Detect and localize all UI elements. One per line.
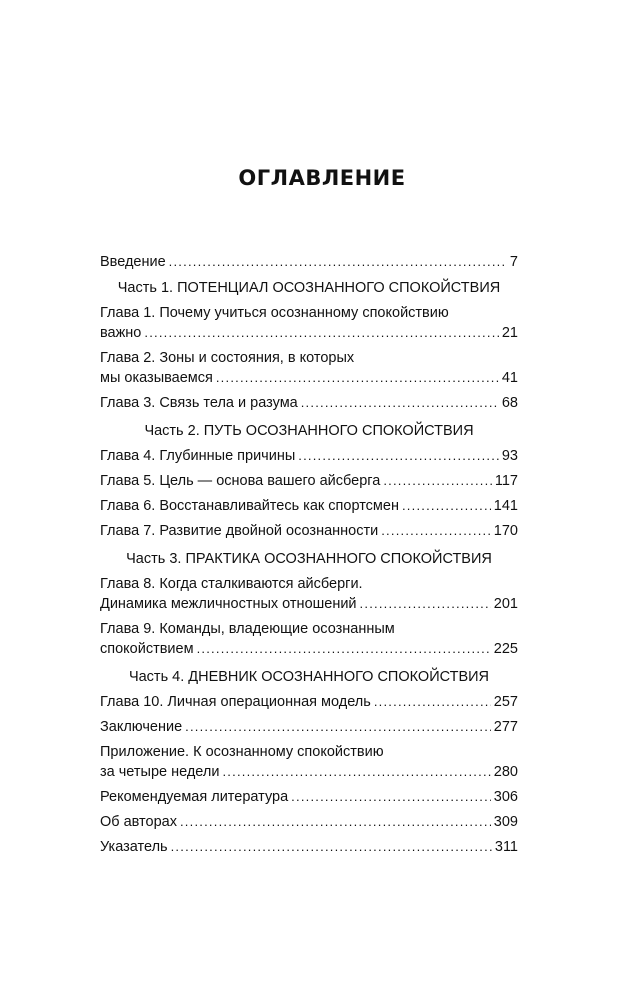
- toc-entry-chapter-1[interactable]: [100, 303, 518, 343]
- toc-page-number: 311: [494, 839, 518, 855]
- toc-entry-label: Введение: [100, 254, 166, 270]
- toc-page-number: 309: [493, 814, 518, 830]
- toc-page-number: 7: [509, 254, 518, 270]
- toc-entry-literature[interactable]: [100, 787, 518, 807]
- toc-page-number: 68: [501, 395, 518, 411]
- toc-page-number: 306: [493, 789, 518, 805]
- toc-entry-chapter-9[interactable]: [100, 619, 518, 659]
- toc-entry-chapter-7[interactable]: [100, 521, 518, 541]
- dot-leader: [360, 594, 491, 614]
- toc-entry-label: Рекомендуемая литература: [100, 789, 289, 805]
- toc-entry-label: спокойствием: [100, 641, 194, 657]
- dot-leader: [301, 393, 499, 413]
- toc-entry-chapter-2[interactable]: [100, 348, 518, 388]
- toc-part-4[interactable]: Часть 4. ДНЕВНИК ОСОЗНАННОГО СПОКОЙСТВИЯ: [128, 669, 490, 685]
- dot-leader: [381, 521, 491, 541]
- toc-entry-chapter-5[interactable]: [100, 471, 518, 491]
- toc-entry-line: Приложение. К осознанному спокойствию: [100, 744, 384, 760]
- toc-part-2[interactable]: Часть 2. ПУТЬ ОСОЗНАННОГО СПОКОЙСТВИЯ: [144, 423, 474, 439]
- toc-entry-label: важно: [100, 325, 142, 341]
- toc-page-number: 170: [493, 523, 518, 539]
- toc-entry-label: Об авторах: [100, 814, 177, 830]
- toc-entry-chapter-6[interactable]: [100, 496, 518, 516]
- toc-entry-label: Глава 7. Развитие двойной осознанности: [100, 523, 379, 539]
- toc-entry-label: Динамика межличностных отношений: [100, 596, 357, 612]
- toc-page-number: 225: [493, 641, 518, 657]
- toc-page-number: 277: [493, 719, 518, 735]
- toc-entry-chapter-8[interactable]: [100, 574, 518, 614]
- dot-leader: [169, 252, 507, 272]
- toc-entry-conclusion[interactable]: [100, 717, 518, 737]
- dot-leader: [216, 368, 499, 388]
- toc-page-number: 93: [501, 448, 518, 464]
- dot-leader: [171, 837, 492, 857]
- toc-entry-line: Глава 8. Когда сталкиваются айсберги.: [100, 576, 363, 592]
- toc-entry-label: Указатель: [100, 839, 168, 855]
- dot-leader: [180, 812, 491, 832]
- toc-entry-chapter-4[interactable]: [100, 446, 518, 466]
- toc-part-1[interactable]: Часть 1. ПОТЕНЦИАЛ ОСОЗНАННОГО СПОКОЙСТВИЯ: [117, 280, 501, 296]
- dot-leader: [291, 787, 491, 807]
- toc-entry-label: Глава 5. Цель — основа вашего айсберга: [100, 473, 381, 489]
- toc-entry-authors[interactable]: [100, 812, 518, 832]
- table-of-contents: [100, 252, 518, 857]
- toc-entry-chapter-10[interactable]: [100, 692, 518, 712]
- toc-page-number: 21: [501, 325, 518, 341]
- dot-leader: [383, 471, 492, 491]
- toc-entry-label: Глава 6. Восстанавливайтесь как спортсмен: [100, 498, 399, 514]
- toc-entry-line: Глава 2. Зоны и состояния, в которых: [100, 350, 355, 366]
- toc-page-number: 141: [493, 498, 518, 514]
- toc-entry-label: Глава 10. Личная операционная модель: [100, 694, 371, 710]
- toc-part-3[interactable]: Часть 3. ПРАКТИКА ОСОЗНАННОГО СПОКОЙСТВИЯ: [126, 551, 492, 567]
- toc-page-number: 117: [494, 473, 518, 489]
- dot-leader: [144, 323, 498, 343]
- toc-entry-label: Глава 4. Глубинные причины: [100, 448, 296, 464]
- toc-page-number: 41: [501, 370, 518, 386]
- toc-entry-chapter-3[interactable]: [100, 393, 518, 413]
- toc-entry-intro[interactable]: [100, 252, 518, 272]
- dot-leader: [185, 717, 491, 737]
- toc-entry-label: мы оказываемся: [100, 370, 213, 386]
- dot-leader: [402, 496, 491, 516]
- dot-leader: [222, 762, 490, 782]
- toc-page-number: 257: [493, 694, 518, 710]
- page-title: ОГЛАВЛЕНИЕ: [238, 166, 406, 190]
- toc-entry-label: Заключение: [100, 719, 183, 735]
- dot-leader: [197, 639, 491, 659]
- toc-entry-line: Глава 9. Команды, владеющие осознанным: [100, 621, 395, 637]
- dot-leader: [298, 446, 499, 466]
- toc-entry-index[interactable]: [100, 837, 518, 857]
- toc-entry-line: Глава 1. Почему учиться осознанному спокойствию: [100, 305, 449, 321]
- toc-entry-label: за четыре недели: [100, 764, 220, 780]
- dot-leader: [374, 692, 491, 712]
- toc-page-number: 201: [493, 596, 518, 612]
- toc-entry-appendix[interactable]: [100, 742, 518, 782]
- toc-page-number: 280: [493, 764, 518, 780]
- toc-entry-label: Глава 3. Связь тела и разума: [100, 395, 298, 411]
